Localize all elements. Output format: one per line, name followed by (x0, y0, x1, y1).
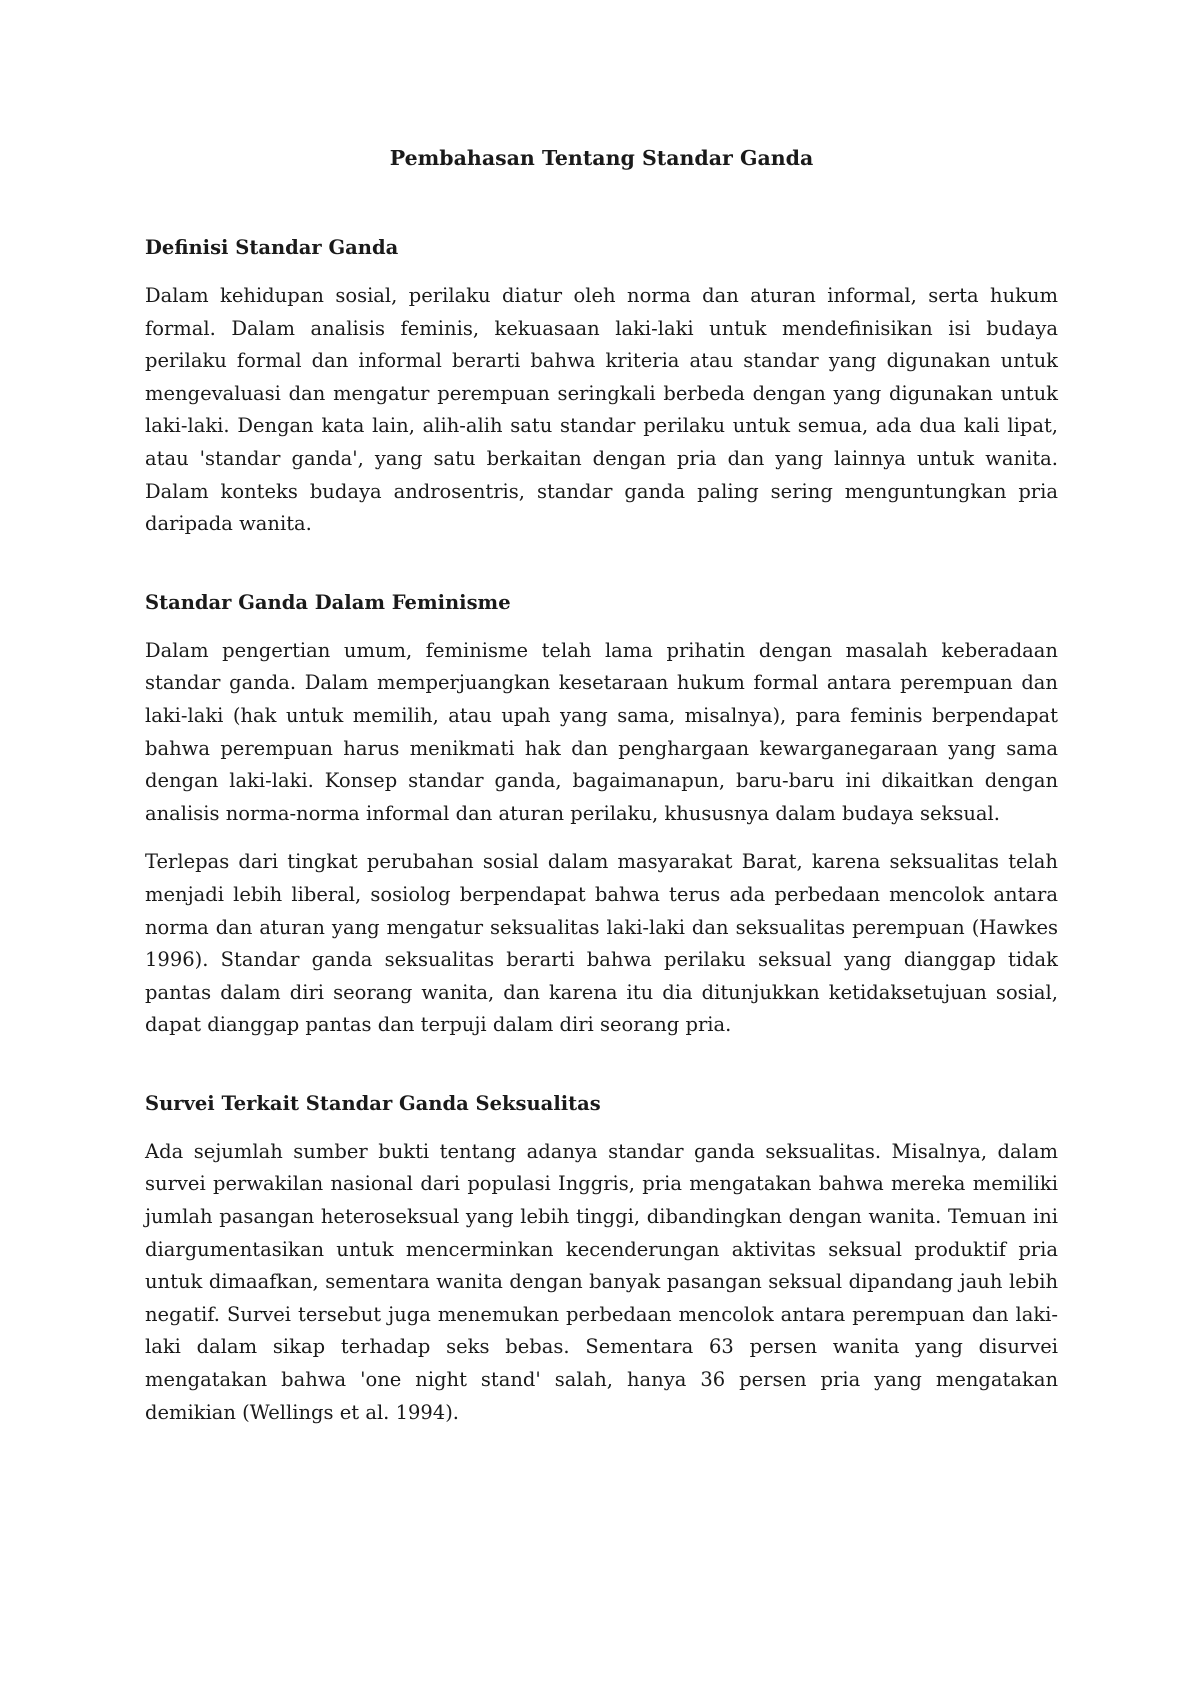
section-heading: Survei Terkait Standar Ganda Seksualitas (145, 1091, 601, 1115)
section-survei (145, 1088, 1058, 1429)
paragraph: Dalam pengertian umum, feminisme telah lama prihatin dengan masalah keberadaan standar ganda. Dalam memperjuangkan kesetaraan hukum formal antara perempuan dan laki-laki (hak untuk memilih, atau upah yang sama, misalnya), para feminis berpendapat bahwa perempuan harus menikmati hak dan penghargaan kewarganegaraan yang sama dengan laki-laki. Konsep standar ganda, bagaimanapun, baru-baru ini dikaitkan dengan analisis norma-norma informal dan aturan perilaku, khususnya dalam budaya seksual. (145, 638, 1058, 825)
paragraph: Dalam kehidupan sosial, perilaku diatur oleh norma dan aturan informal, serta hukum formal. Dalam analisis feminis, kekuasaan laki-laki untuk mendefinisikan isi budaya perilaku formal dan informal berarti bahwa kriteria atau standar yang digunakan untuk mengevaluasi dan mengatur perempuan seringkali berbeda dengan yang digunakan untuk laki-laki. Dengan kata lain, alih-alih satu standar perilaku untuk semua, ada dua kali lipat, atau 'standar ganda', yang satu berkaitan dengan pria dan yang lainnya untuk wanita. Dalam konteks budaya androsentris, standar ganda paling sering menguntungkan pria daripada wanita. (145, 284, 1058, 536)
section-heading: Definisi Standar Ganda (145, 236, 399, 259)
paragraph: Terlepas dari tingkat perubahan sosial dalam masyarakat Barat, karena seksualitas telah menjadi lebih liberal, sosiolog berpendapat bahwa terus ada perbedaan mencolok antara norma dan aturan yang mengatur seksualitas laki-laki dan seksualitas perempuan (Hawkes 1996). Standar ganda seksualitas berarti bahwa perilaku seksual yang dianggap tidak pantas dalam diri seorang wanita, dan karena itu dia ditunjukkan ketidaksetujuan sosial, dapat dianggap pantas dan terpuji dalam diri seorang pria. (145, 850, 1058, 1037)
document-title: Pembahasan Tentang Standar Ganda (389, 146, 814, 170)
section-definisi (145, 232, 1058, 541)
section-feminisme (145, 587, 1058, 1042)
section-heading: Standar Ganda Dalam Feminisme (145, 590, 511, 614)
paragraph: Ada sejumlah sumber bukti tentang adanya standar ganda seksualitas. Misalnya, dalam survei perwakilan nasional dari populasi Inggris, pria mengatakan bahwa mereka memiliki jumlah pasangan heteroseksual yang lebih tinggi, dibandingkan dengan wanita. Temuan ini diargumentasikan untuk mencerminkan kecenderungan aktivitas seksual produktif pria untuk dimaafkan, sementara wanita dengan banyak pasangan seksual dipandang jauh lebih negatif. Survei tersebut juga menemukan perbedaan mencolok antara perempuan dan laki-laki dalam sikap terhadap seks bebas. Sementara 63 persen wanita yang disurvei mengatakan bahwa 'one night stand' salah, hanya 36 persen pria yang mengatakan demikian (Wellings et al. 1994). (145, 1139, 1058, 1424)
